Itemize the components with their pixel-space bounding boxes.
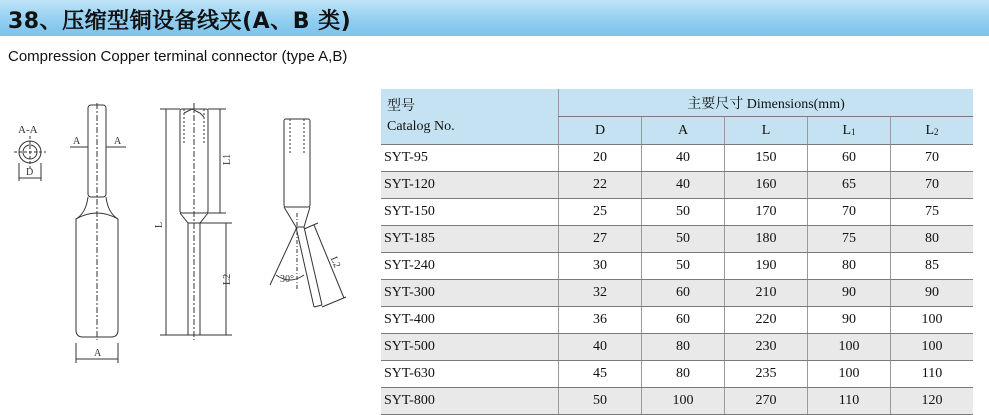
dimension-cell: 110	[808, 388, 891, 415]
dimension-cell: 36	[559, 307, 642, 334]
dimension-cell: 100	[891, 334, 974, 361]
dimension-cell: 210	[725, 280, 808, 307]
catalog-number-cell: SYT-240	[381, 253, 559, 280]
dimension-cell: 50	[642, 253, 725, 280]
dimension-cell: 220	[725, 307, 808, 334]
table-row	[381, 280, 973, 307]
dimension-cell: 50	[559, 388, 642, 415]
dimension-cell: 75	[891, 199, 974, 226]
model-header	[381, 89, 559, 145]
column-header-a: A	[642, 117, 725, 145]
front-a-bottom-label: A	[94, 348, 102, 359]
dimension-cell: 60	[642, 280, 725, 307]
catalog-number-cell: SYT-500	[381, 334, 559, 361]
catalog-number-cell: SYT-150	[381, 199, 559, 226]
dimension-cell: 50	[642, 226, 725, 253]
table-row	[381, 361, 973, 388]
dimension-cell: 32	[559, 280, 642, 307]
angled-l2-label: L2	[327, 254, 343, 270]
dimension-cell: 40	[642, 145, 725, 172]
column-header-l2: $L_2$	[891, 117, 974, 145]
model-header-cn: 型号	[387, 98, 415, 114]
dimension-cell: 25	[559, 199, 642, 226]
page-title: 38、压缩型铜设备线夹(A、B 类)	[8, 9, 352, 34]
dimension-cell: 230	[725, 334, 808, 361]
angle-label: 30°	[280, 274, 294, 285]
table-body	[381, 145, 973, 415]
side-l-label: L	[154, 221, 165, 228]
front-a-left-label: A	[73, 136, 81, 147]
catalog-number-cell: SYT-800	[381, 388, 559, 415]
catalog-number-cell: SYT-630	[381, 361, 559, 388]
section-d-label: D	[26, 167, 34, 178]
dimension-cell: 30	[559, 253, 642, 280]
table-row	[381, 172, 973, 199]
column-header-l: L	[725, 117, 808, 145]
dimension-cell: 27	[559, 226, 642, 253]
dimension-cell: 65	[808, 172, 891, 199]
catalog-number-cell: SYT-185	[381, 226, 559, 253]
page-subtitle: Compression Copper terminal connector (type A,B)	[8, 48, 348, 65]
dimension-cell: 235	[725, 361, 808, 388]
technical-drawing	[0, 95, 375, 375]
dimension-cell: 80	[642, 361, 725, 388]
dimension-cell: 120	[891, 388, 974, 415]
table-row	[381, 388, 973, 415]
front-a-right-label: A	[114, 136, 122, 147]
table-row	[381, 253, 973, 280]
dimension-cell: 170	[725, 199, 808, 226]
dimension-cell: 40	[559, 334, 642, 361]
side-l1-label: L1	[222, 153, 233, 165]
dimension-cell: 100	[808, 334, 891, 361]
model-header-en: Catalog No.	[387, 118, 455, 134]
dimension-cell: 40	[642, 172, 725, 199]
dimension-cell: 20	[559, 145, 642, 172]
dimension-cell: 150	[725, 145, 808, 172]
table-row	[381, 145, 973, 172]
dimension-cell: 80	[642, 334, 725, 361]
dimension-cell: 90	[808, 280, 891, 307]
dimension-cell: 80	[808, 253, 891, 280]
dimension-cell: 190	[725, 253, 808, 280]
side-view	[154, 103, 233, 340]
section-view	[14, 124, 46, 181]
table-row	[381, 334, 973, 361]
dimension-cell: 100	[642, 388, 725, 415]
table-row	[381, 199, 973, 226]
catalog-number-cell: SYT-120	[381, 172, 559, 199]
catalog-number-cell: SYT-95	[381, 145, 559, 172]
dimension-cell: 90	[891, 280, 974, 307]
dimension-cell: 100	[808, 361, 891, 388]
dimension-cell: 60	[642, 307, 725, 334]
dimensions-header: 主要尺寸 Dimensions(mm)	[559, 89, 974, 117]
dimension-cell: 45	[559, 361, 642, 388]
side-l2-label: L2	[222, 273, 233, 285]
catalog-number-cell: SYT-300	[381, 280, 559, 307]
dimension-cell: 180	[725, 226, 808, 253]
dimension-cell: 160	[725, 172, 808, 199]
angled-view	[270, 119, 346, 307]
dimension-cell: 100	[891, 307, 974, 334]
table-header-row	[381, 89, 973, 117]
dimension-cell: 50	[642, 199, 725, 226]
dimension-cell: 70	[891, 145, 974, 172]
dimension-cell: 60	[808, 145, 891, 172]
dimension-cell: 85	[891, 253, 974, 280]
column-header-l1: $L_1$	[808, 117, 891, 145]
catalog-number-cell: SYT-400	[381, 307, 559, 334]
table-row	[381, 307, 973, 334]
dimension-cell: 75	[808, 226, 891, 253]
front-view	[70, 103, 126, 363]
dimension-cell: 70	[891, 172, 974, 199]
dimension-cell: 80	[891, 226, 974, 253]
dimension-cell: 270	[725, 388, 808, 415]
dimension-cell: 110	[891, 361, 974, 388]
section-label: A-A	[18, 124, 38, 136]
dimension-cell: 90	[808, 307, 891, 334]
dimensions-table	[381, 89, 973, 415]
column-header-d: D	[559, 117, 642, 145]
dimension-cell: 22	[559, 172, 642, 199]
table-row	[381, 226, 973, 253]
dimension-cell: 70	[808, 199, 891, 226]
header-bar	[0, 0, 989, 36]
